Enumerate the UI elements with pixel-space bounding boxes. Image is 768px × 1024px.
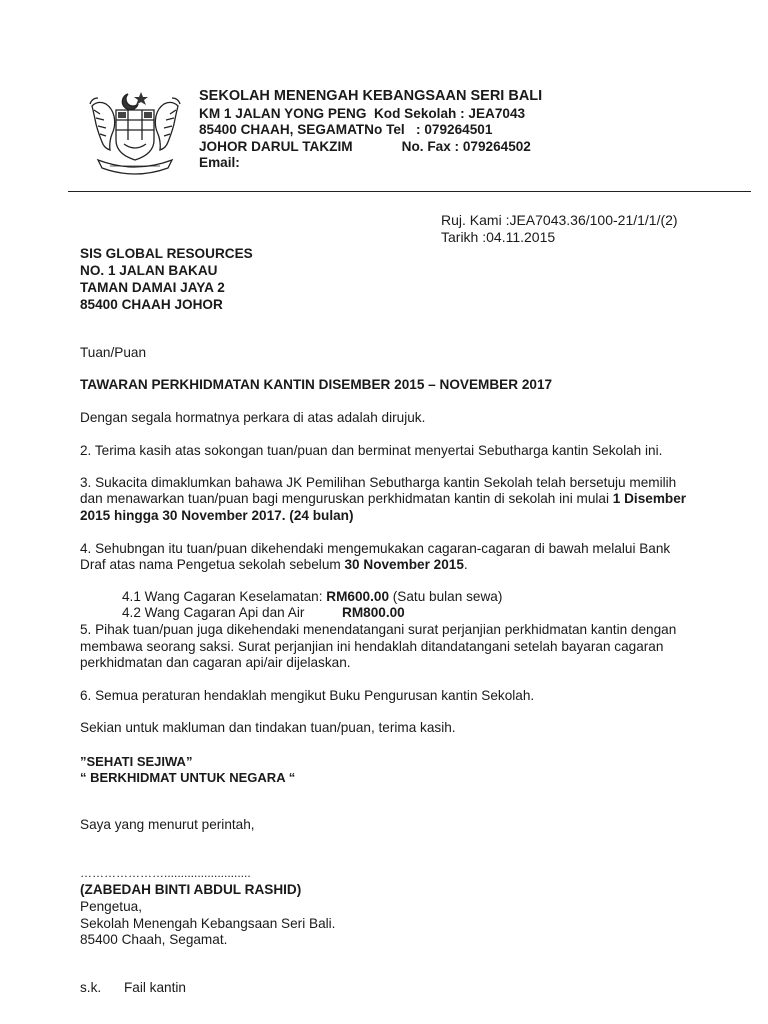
sign-intro: Saya yang menurut perintah, [80,817,255,832]
recipient-line: SIS GLOBAL RESOURCES [80,246,253,261]
signatory-name: (ZABEDAH BINTI ABDUL RASHID) [80,882,302,897]
salutation: Tuan/Puan [80,345,147,360]
header-address-line3: JOHOR DARUL TAKZIM No. Fax : 079264502 [199,139,531,154]
header-address-line1: KM 1 JALAN YONG PENG Kod Sekolah : JEA7043 [199,106,526,121]
motto-line-2: “ BERKHIDMAT UNTUK NEGARA “ [80,770,296,785]
paragraph-3-line3: 2015 hingga 30 November 2017. (24 bulan) [80,508,354,523]
closing-line: Sekian untuk makluman dan tindakan tuan/puan, terima kasih. [80,720,456,735]
paragraph-4-line1: 4. Sehubngan itu tuan/puan dikehendaki mengemukakan cagaran-cagaran di bawah melalui Bank [80,541,671,556]
recipient-line: NO. 1 JALAN BAKAU [80,263,218,278]
header-divider [68,191,751,192]
signature-dots: ………………….......................... [80,866,251,880]
subject-line: TAWARAN PERKHIDMATAN KANTIN DISEMBER 2015 – NOVEMBER 2017 [80,377,553,392]
cc-label: s.k. [80,980,102,995]
header-email-label: Email: [199,155,240,170]
cc-value: Fail kantin [124,980,186,995]
motto-line-1: ”SEHATI SEJIWA” [80,754,193,769]
malaysia-coat-of-arms-icon [80,88,190,178]
recipient-line: TAMAN DAMAI JAYA 2 [80,280,225,295]
signatory-address: 85400 Chaah, Segamat. [80,932,228,947]
deposit-item-2: 4.2 Wang Cagaran Api dan Air [122,605,305,620]
signatory-school: Sekolah Menengah Kebangsaan Seri Bali. [80,916,336,931]
paragraph-4-line2: Draf atas nama Pengetua sekolah sebelum 30 November 2015. [80,557,468,572]
paragraph-6: 6. Semua peraturan hendaklah mengikut Buku Pengurusan kantin Sekolah. [80,688,535,703]
paragraph-5-line: membawa seorang saksi. Surat perjanjian ini hendaklah ditandatangani setelah bayaran cagaran [80,639,664,654]
paragraph-3-line1: 3. Sukacita dimaklumkan bahawa JK Pemilihan Sebutharga kantin Sekolah telah bersetuju memilih [80,475,677,490]
paragraph-1: Dengan segala hormatnya perkara di atas adalah dirujuk. [80,410,426,425]
paragraph-2: 2. Terima kasih atas sokongan tuan/puan dan berminat menyertai Sebutharga kantin Sekolah ini. [80,443,663,458]
recipient-line: 85400 CHAAH JOHOR [80,297,223,312]
signatory-title: Pengetua, [80,899,142,914]
paragraph-5-line: 5. Pihak tuan/puan juga dikehendaki menendatangani surat perjanjian perkhidmatan kantin dengan [80,622,677,637]
reference-number: Ruj. Kami :JEA7043.36/100-21/1/1/(2) [441,212,678,228]
deposit-item-1: 4.1 Wang Cagaran Keselamatan: RM600.00 (Satu bulan sewa) [122,589,503,604]
letter-date: Tarikh :04.11.2015 [441,229,556,245]
paragraph-5-line: perkhidmatan dan cagaran api/air dijelaskan. [80,655,351,670]
header-address-line2: 85400 CHAAH, SEGAMATNo Tel : 079264501 [199,122,493,137]
school-name: SEKOLAH MENENGAH KEBANGSAAN SERI BALI [199,88,543,104]
paragraph-3-line2: dan menawarkan tuan/puan bagi menguruskan perkhidmatan kantin di sekolah ini mulai 1 Disember [80,491,687,506]
deposit-item-2-amount: RM800.00 [342,605,405,620]
